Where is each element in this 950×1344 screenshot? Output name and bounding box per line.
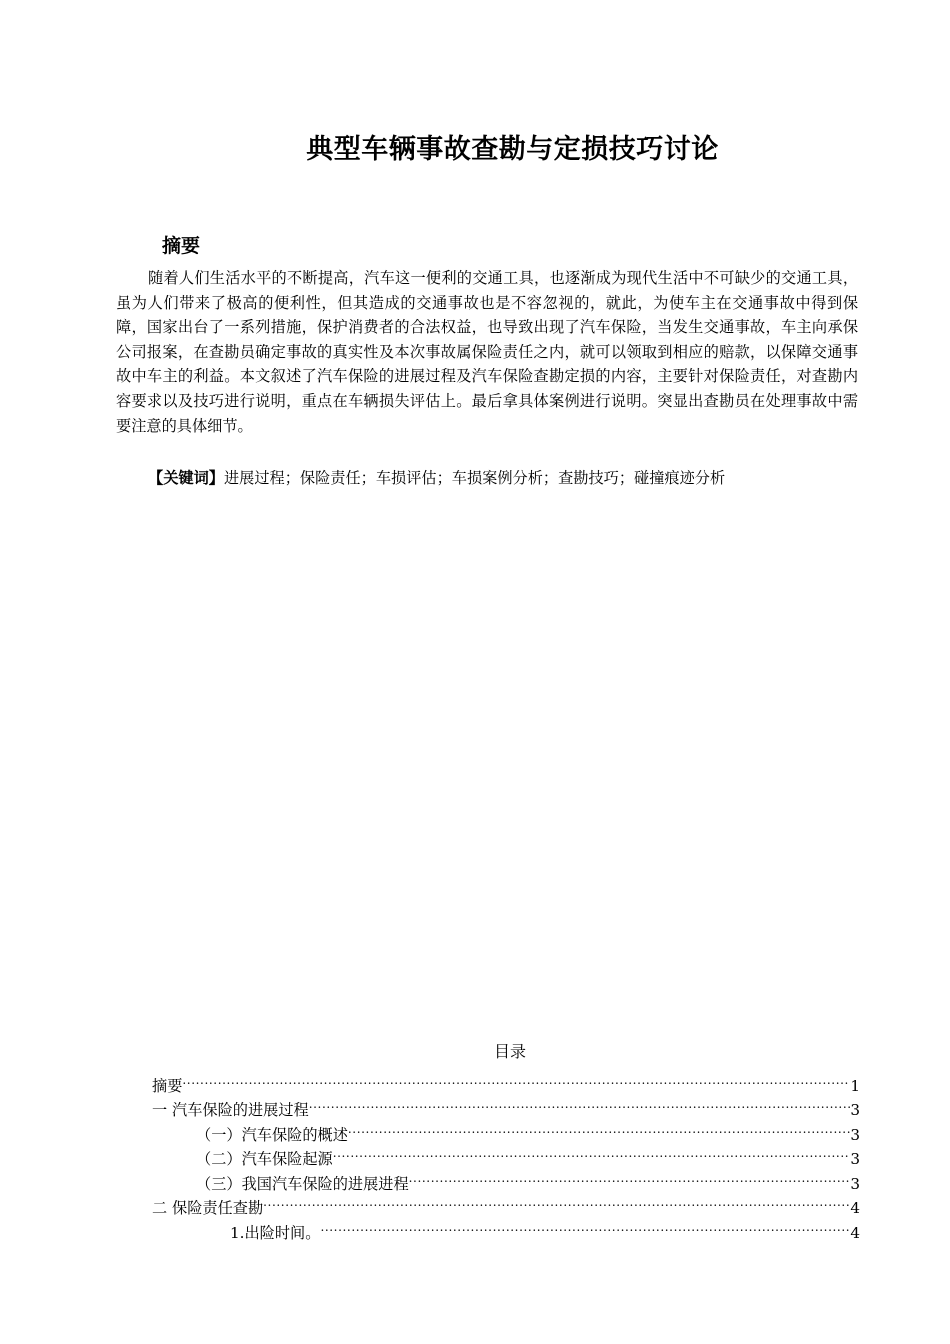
abstract-heading: 摘要 xyxy=(162,235,201,257)
toc-entry-label: （一）汽车保险的概述 xyxy=(196,1125,348,1144)
toc-heading: 目录 xyxy=(493,1042,526,1061)
toc-entry-page: 4 xyxy=(850,1199,860,1217)
toc-entry-label: （二）汽车保险起源 xyxy=(196,1150,333,1168)
toc-leader-dots xyxy=(348,1115,850,1140)
keywords-text: 进展过程；保险责任；车损评估；车损案例分析；查勘技巧；碰撞痕迹分析 xyxy=(223,469,726,487)
toc-leader-dots xyxy=(409,1164,851,1189)
toc-entry-label: 二 保险责任查勘 xyxy=(152,1199,264,1217)
toc-entry-page: 1 xyxy=(850,1076,860,1095)
keywords-label: 【关键词】 xyxy=(148,469,224,487)
keywords-paragraph xyxy=(116,466,858,491)
toc-entry-label: （三）我国汽车保险的进展进程 xyxy=(196,1174,409,1193)
table-of-contents xyxy=(152,1066,860,1242)
document-title: 典型车辆事故查勘与定损技巧讨论 xyxy=(306,134,719,165)
toc-leader-dots xyxy=(309,1091,851,1116)
toc-entry-page: 4 xyxy=(850,1223,860,1242)
toc-entry-chapter-1[interactable] xyxy=(152,1091,860,1119)
toc-entry-page: 3 xyxy=(850,1174,860,1193)
toc-leader-dots xyxy=(320,1213,850,1238)
toc-entry-label: 1.出险时间。 xyxy=(230,1223,321,1242)
toc-leader-dots xyxy=(333,1140,851,1165)
toc-leader-dots xyxy=(263,1189,850,1214)
abstract-body: 随着人们生活水平的不断提高，汽车这一便利的交通工具，也逐渐成为现代生活中不可缺少的交通工具，虽为人们带来了极高的便利性，但其造成的交通事故也是不容忽视的，就此，为使车主在交通事故中得到保障，国家出台了一系列措施，保护消费者的合法权益，也导致出现了汽车保险，当发生交通事故，车主向承保公司报案，在查勘员确定事故的真实性及本次事故属保险责任之内，就可以领取到相应的赔款，以保障交通事故中车主的利益。本文叙述了汽车保险的进展过程及汽车保险查勘定损的内容，主要针对保险责任，对查勘内容要求以及技巧进行说明，重点在车辆损失评估上。最后拿具体案例进行说明。突显出查勘员在处理事故中需要注意的具体细节。 xyxy=(116,269,858,435)
toc-entry-abstract[interactable] xyxy=(152,1066,860,1095)
toc-entry-page: 3 xyxy=(850,1125,860,1144)
toc-entry-page: 3 xyxy=(850,1101,860,1119)
toc-entry-label: 摘要 xyxy=(152,1076,183,1095)
toc-entry-label: 一 汽车保险的进展过程 xyxy=(152,1101,309,1119)
toc-leader-dots xyxy=(182,1066,850,1091)
toc-entry-page: 3 xyxy=(850,1150,860,1168)
